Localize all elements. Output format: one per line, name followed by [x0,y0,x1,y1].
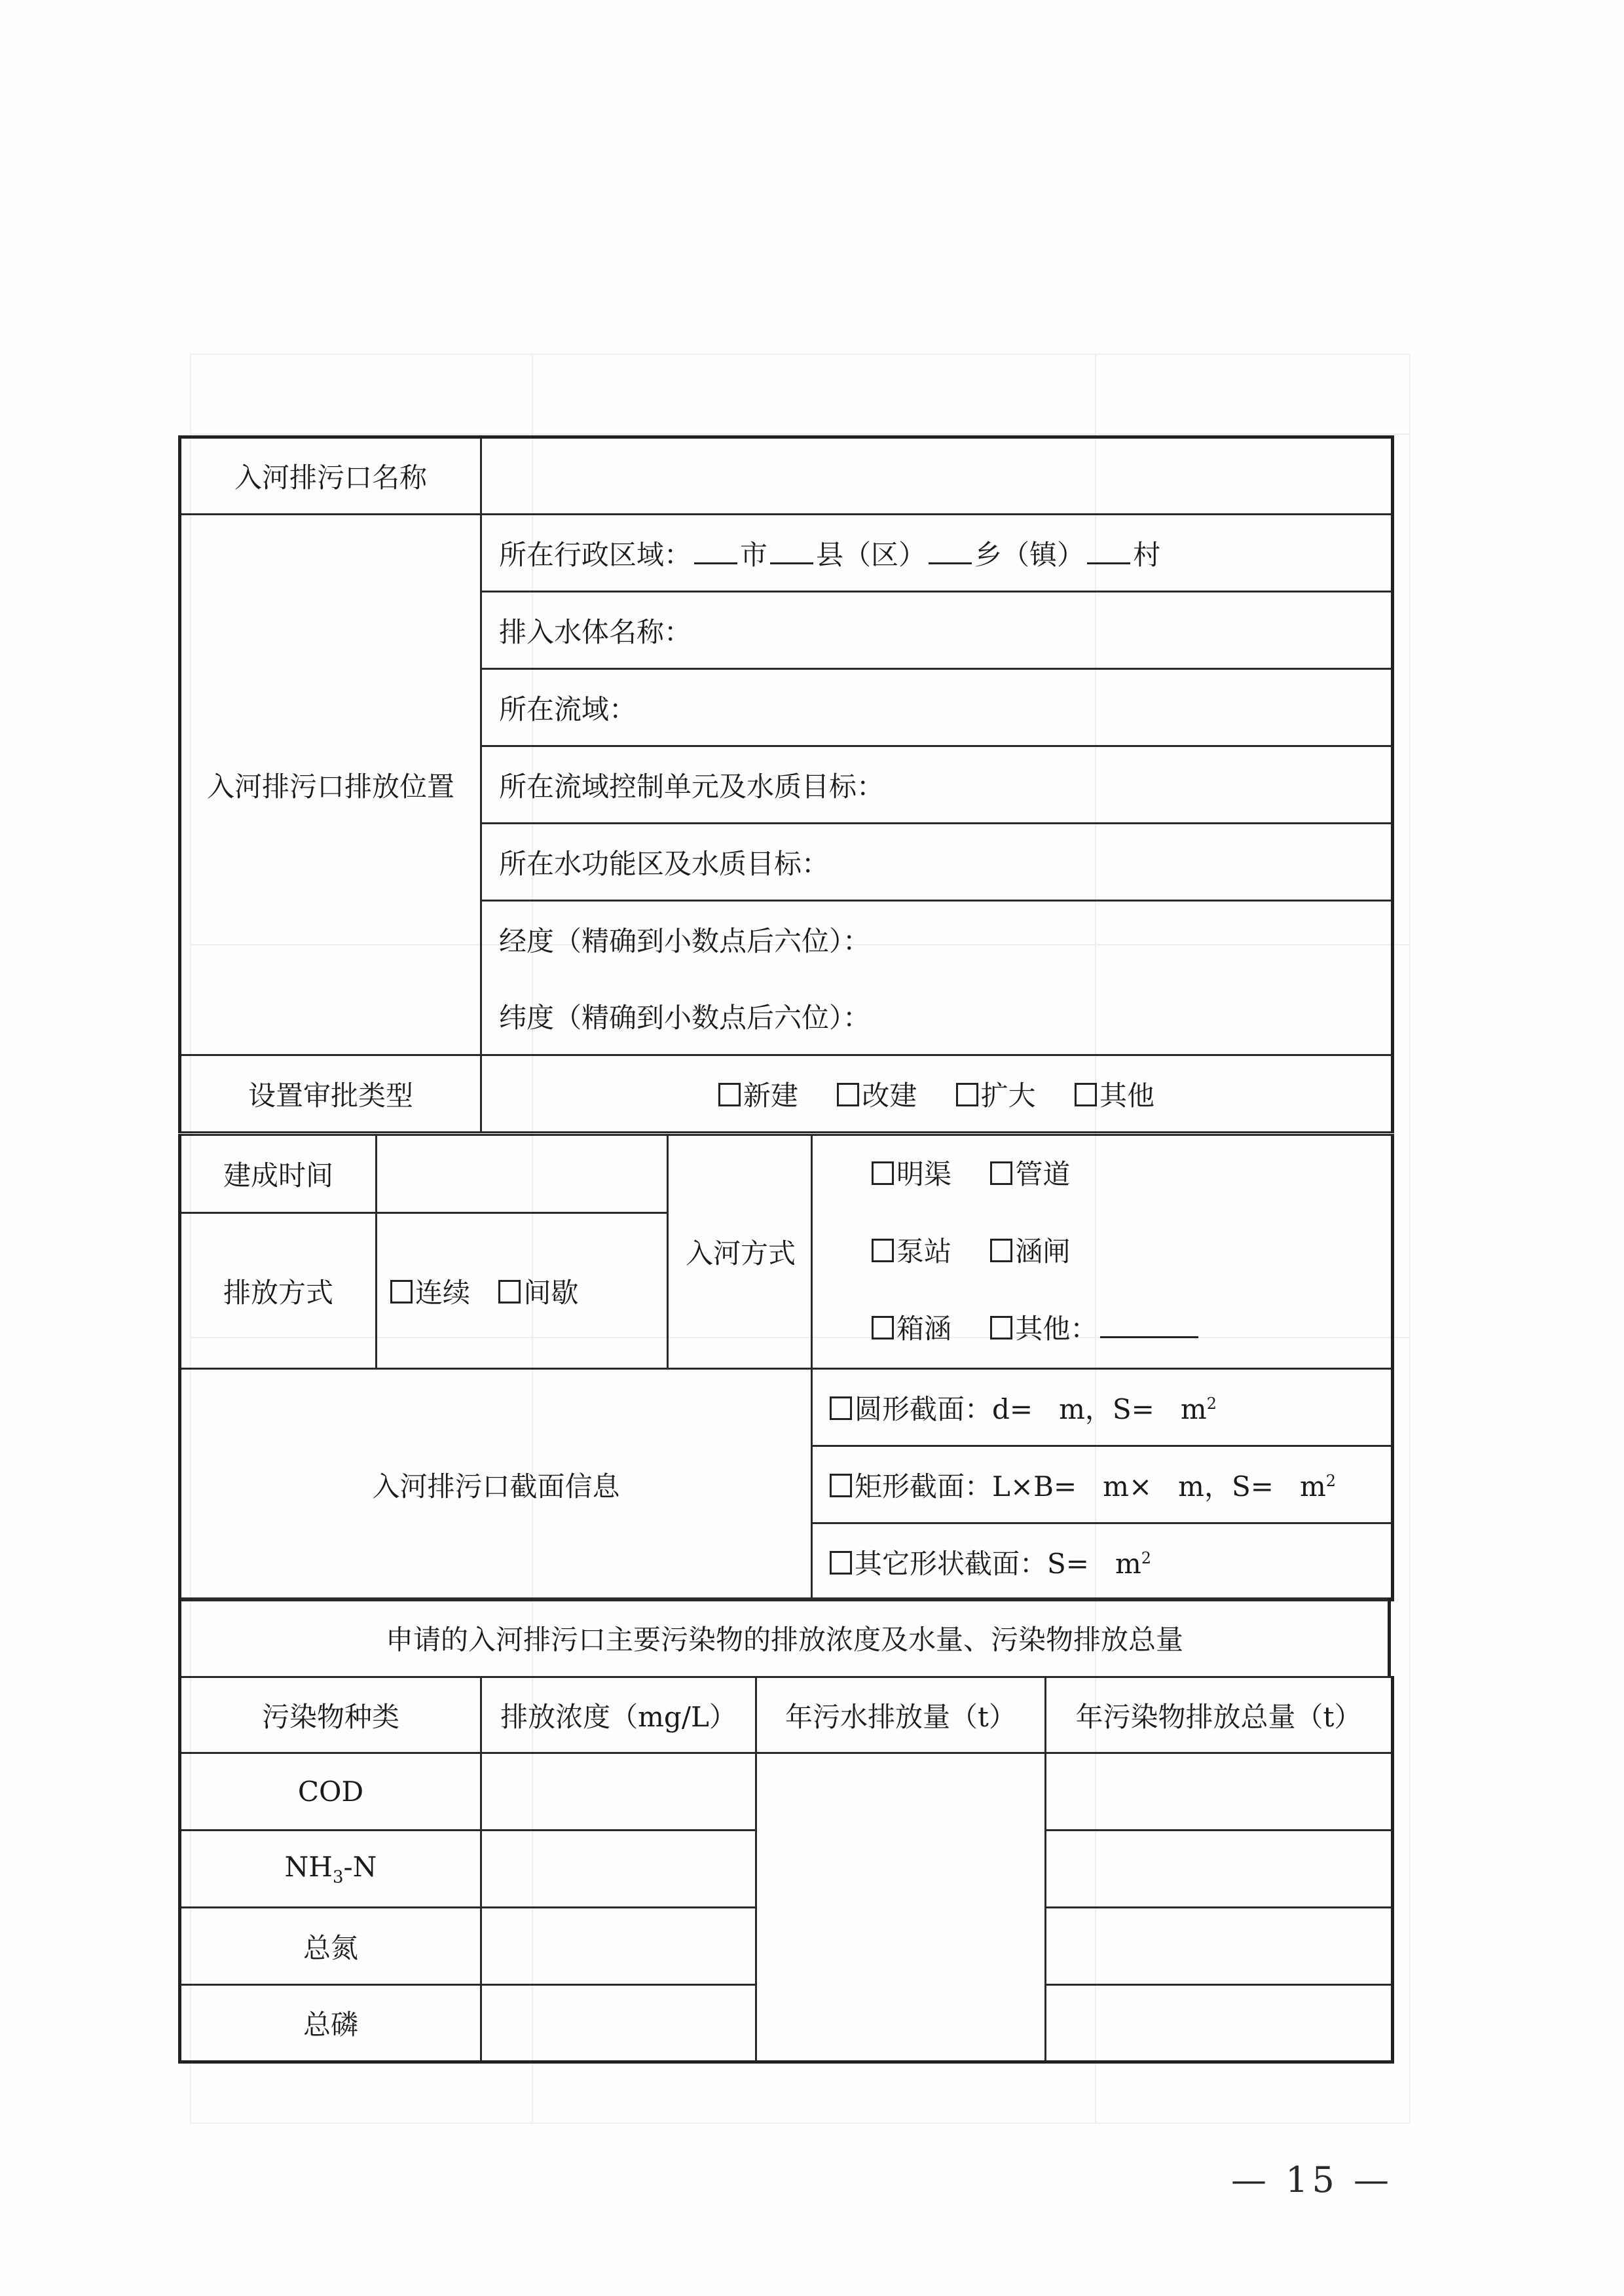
county-blank[interactable] [770,541,813,564]
village-blank[interactable] [1087,541,1130,564]
pollutant-total-cell[interactable] [1046,1831,1393,1908]
river-entry-options [812,1135,1393,1369]
city-blank[interactable] [694,541,737,564]
pollutant-name: $NH_3-N$ [180,1831,481,1908]
pollutant-section-title: 申请的入河排污口主要污染物的排放浓度及水量、污染物排放总量 [180,1599,1390,1677]
water-function-field[interactable] [481,824,1393,901]
checkbox-icon[interactable] [390,1280,413,1303]
entry-option-pipe[interactable]: 管道 [990,1136,1070,1213]
pollutant-total-cell[interactable] [1046,1908,1393,1985]
approval-type-options [481,1055,1393,1133]
approval-option-expand[interactable]: 扩大 [956,1074,1036,1114]
build-time-label: 建成时间 [180,1135,377,1213]
pollutant-name: 总磷 [180,1985,481,2062]
checkbox-icon[interactable] [990,1161,1012,1185]
basin-label: 所在流域： [499,693,637,725]
build-time-field[interactable] [377,1135,668,1213]
pollutant-name: COD [180,1753,481,1831]
checkbox-icon[interactable] [872,1316,894,1339]
pollutant-total-cell[interactable] [1046,1753,1393,1831]
checkbox-icon[interactable] [830,1551,852,1575]
pollutant-name: 总氮 [180,1908,481,1985]
river-entry-label: 入河方式 [668,1135,812,1369]
checkbox-icon[interactable] [956,1083,978,1106]
outlet-structure-table [178,1134,1394,1601]
concentration-cell[interactable] [481,1985,756,2062]
admin-region-prefix: 所在行政区域： [499,538,692,571]
page-number: — 15 — [1231,2159,1393,2200]
entry-option-sluice[interactable]: 涵闸 [990,1213,1070,1290]
checkbox-icon[interactable] [1075,1083,1097,1106]
entry-option-pump-station[interactable]: 泵站 [872,1213,951,1290]
county-unit: 县（区） [816,538,927,571]
checkbox-icon[interactable] [990,1239,1012,1262]
section-info-label: 入河排污口截面信息 [180,1369,812,1601]
approval-option-rebuild[interactable]: 改建 [837,1074,917,1114]
longitude-field[interactable] [481,901,1393,978]
outlet-name-label: 入河排污口名称 [180,437,481,515]
discharge-mode-label: 排放方式 [180,1213,377,1369]
village-unit: 村 [1133,538,1161,571]
checkbox-icon[interactable] [830,1396,852,1420]
concentration-cell[interactable] [481,1753,756,1831]
header-pollutant-type: 污染物种类 [180,1677,481,1753]
city-unit: 市 [740,538,768,571]
concentration-cell[interactable] [481,1831,756,1908]
basin-control-label: 所在流域控制单元及水质目标： [499,770,885,803]
entry-other-blank[interactable] [1100,1315,1198,1338]
checkbox-icon[interactable] [498,1280,521,1303]
location-label: 入河排污口排放位置 [180,515,481,1055]
pollutant-title-table [178,1597,1391,1678]
approval-type-label: 设置审批类型 [180,1055,481,1133]
checkbox-icon[interactable] [718,1083,741,1106]
longitude-label: 经度（精确到小数点后六位）： [499,925,871,958]
header-annual-pollutant-total: 年污染物排放总量（t） [1046,1677,1393,1753]
discharge-mode-options [377,1213,668,1369]
approval-option-other[interactable]: 其他 [1075,1074,1154,1114]
water-body-label: 排入水体名称： [499,615,692,648]
section-rect-option[interactable]: 矩形截面：L×B= m× m，$S= m^2$ [812,1446,1393,1523]
latitude-label: 纬度（精确到小数点后六位）： [499,1001,871,1034]
header-concentration: 排放浓度（mg/L） [481,1677,756,1753]
table-row [180,1753,1393,1831]
checkbox-icon[interactable] [872,1239,894,1262]
basin-control-field[interactable] [481,746,1393,824]
outlet-name-field[interactable] [481,437,1393,515]
checkbox-icon[interactable] [837,1083,859,1106]
water-body-field[interactable] [481,592,1393,669]
basin-field[interactable] [481,669,1393,746]
water-function-label: 所在水功能区及水质目标： [499,847,830,880]
discharge-option-intermittent[interactable]: 间歇 [498,1271,578,1311]
admin-region-field[interactable] [481,515,1393,592]
section-circle-option[interactable]: 圆形截面：d= m，$S= m^2$ [812,1369,1393,1446]
approval-option-new[interactable]: 新建 [718,1074,798,1114]
entry-option-box-culvert[interactable]: 箱涵 [872,1290,951,1368]
entry-option-open-channel[interactable]: 明渠 [872,1136,951,1213]
latitude-field[interactable] [481,978,1393,1055]
discharge-option-continuous[interactable]: 连续 [390,1271,470,1311]
checkbox-icon[interactable] [990,1316,1012,1339]
entry-option-other[interactable]: 其他： [990,1290,1201,1368]
pollutant-table [178,1676,1394,2064]
town-unit: 乡（镇） [974,538,1085,571]
annual-wastewater-cell[interactable] [756,1753,1046,2062]
checkbox-icon[interactable] [872,1161,894,1185]
pollutant-total-cell[interactable] [1046,1985,1393,2062]
header-annual-wastewater: 年污水排放量（t） [756,1677,1046,1753]
checkbox-icon[interactable] [830,1474,852,1497]
outlet-location-table [178,435,1394,1133]
section-other-option[interactable]: 其它形状截面：$S= m^2$ [812,1523,1393,1601]
concentration-cell[interactable] [481,1908,756,1985]
town-blank[interactable] [929,541,972,564]
